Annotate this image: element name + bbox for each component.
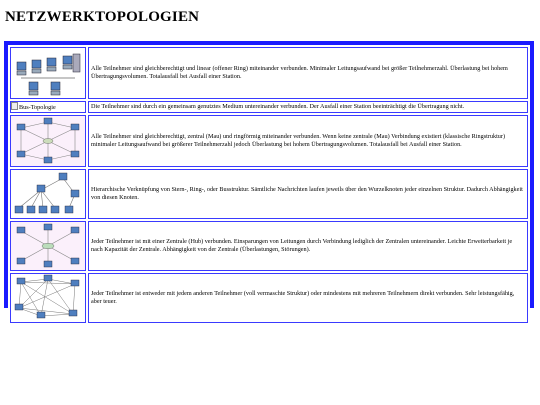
topology-table-frame: [4, 41, 534, 308]
ring-topology-image: [11, 48, 85, 98]
topology-image-cell: [10, 47, 86, 99]
topology-image-cell: [10, 115, 86, 167]
topology-image-cell: [10, 169, 86, 219]
topology-description: Alle Teilnehmer sind gleichberechtigt und linear (offener Ring) miteinander verbunden. Minimaler Leitungsaufwand bei größer Teilnehmerzahl. Überlastung bei hohem Übertragungsvolumen. Totalausfall bei Ausfall einer Station.: [88, 47, 528, 99]
topology-description: Hierarchische Verknüpfung von Stern-, Ring-, oder Busstruktur. Sämtliche Nachrichten laufen jeweils über den Wurzelknoten jeder einzelnen Struktur. Dadurch Abhängigkeit von diesen Knoten.: [88, 169, 528, 219]
page-title: NETZWERKTOPOLOGIEN: [5, 9, 200, 25]
broken-image-placeholder: [11, 104, 56, 111]
table-row: [10, 47, 528, 99]
topology-description: Jeder Teilnehmer ist mit einer Zentrale (Hub) verbunden. Einsparungen von Leitungen durch Verbindung lediglich der Zentralen untereinander. Leichte Erweiterbarkeit je nach Kapazität der Zentrale. Abhängigkeit von der Zentrale (Überlastungen, Störungen).: [88, 221, 528, 271]
topology-description: Jeder Teilnehmer ist entweder mit jedem anderen Teilnehmer (voll vermaschte Struktur) oder mindestens mit mehreren Teilnehmern direkt verbunden. Sehr leistungsfähig, aber teuer.: [88, 273, 528, 323]
broken-image-icon: [11, 102, 18, 110]
mesh-topology-image: [11, 274, 85, 322]
topology-image-cell: [10, 273, 86, 323]
topology-image-cell: [10, 101, 86, 113]
table-row: [10, 221, 528, 271]
star-ring-topology-image: [11, 116, 85, 166]
topology-table: [8, 45, 530, 325]
table-row: [10, 169, 528, 219]
broken-image-alt: Bus-Topologie: [19, 104, 56, 111]
topology-description: Alle Teilnehmer sind gleichberechtigt, zentral (Mau) und ringförmig miteinander verbunden. Wenn keine zentrale (Mau) Verbindung existiert (klassische Ringstruktur) minimaler Leitungsaufwand bei größerer Teilnehmerzahl jedoch Überlastung bei hohem Übertragungsvolumen. Totalausfall bei Ausfall einer Station.: [88, 115, 528, 167]
table-row: [10, 115, 528, 167]
table-row: [10, 273, 528, 323]
topology-image-cell: [10, 221, 86, 271]
table-row: [10, 101, 528, 113]
computer-icon: [17, 54, 80, 95]
topology-description: Die Teilnehmer sind durch ein gemeinsam genutztes Medium untereinander verbunden. Der Ausfall einer Station beeinträchtigt die Übertragung nicht.: [88, 101, 528, 113]
tree-topology-image: [11, 170, 85, 218]
star-topology-image: [11, 222, 85, 270]
